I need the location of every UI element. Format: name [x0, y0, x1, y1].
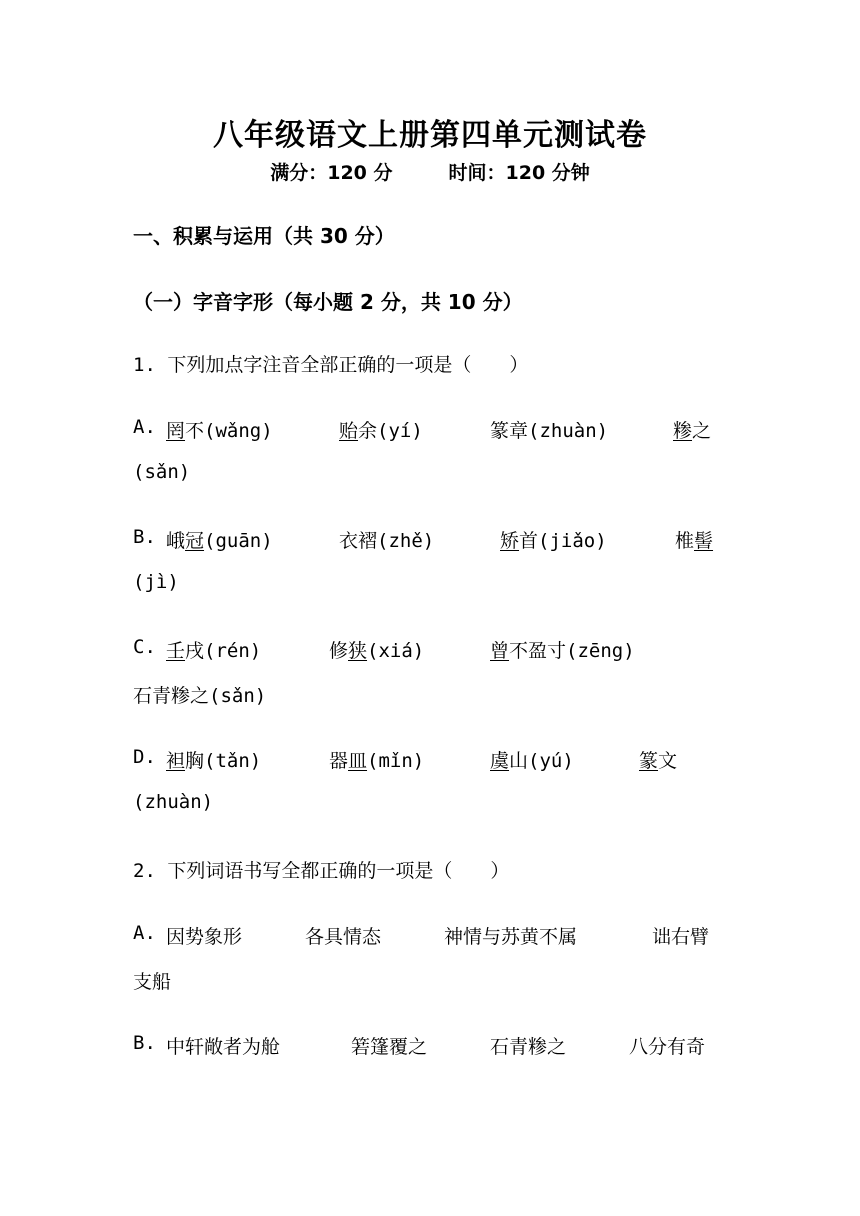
option-item: 因势象形 — [166, 926, 243, 948]
exam-info — [0, 158, 860, 185]
option-item: 贻余(yí) — [339, 420, 423, 442]
option-item: 袒胸(tǎn) — [166, 750, 262, 772]
option-item: 篆文 — [639, 750, 678, 772]
q2-option-a-wrap: 支船 — [133, 971, 172, 993]
option-item: 壬戌(rén) — [166, 640, 262, 662]
section-heading: 一、积累与运用（共 30 分） — [133, 224, 395, 248]
option-item: 八分有奇 — [629, 1036, 706, 1058]
option-item: 中轩敞者为舱 — [166, 1036, 281, 1058]
q1-option-d — [133, 746, 678, 772]
q1-option-a — [133, 416, 712, 442]
option-item: 罔不(wǎng) — [166, 420, 273, 442]
option-item: 箬篷覆之 — [351, 1036, 428, 1058]
q1-option-c-wrap: 石青糁之(sǎn) — [133, 685, 267, 707]
question-2-stem: 2. 下列词语书写全都正确的一项是（ ） — [133, 860, 510, 882]
option-item: 曾不盈寸(zēng) — [490, 640, 635, 662]
option-item: 各具情态 — [305, 926, 382, 948]
option-item: 石青糁之 — [490, 1036, 567, 1058]
option-label: C. — [133, 636, 156, 658]
option-item: 篆章(zhuàn) — [490, 420, 609, 442]
option-label: A. — [133, 416, 156, 438]
full-score: 满分：120 分 — [270, 162, 393, 184]
option-item: 修狭(xiá) — [329, 640, 425, 662]
option-label: B. — [133, 1032, 156, 1054]
option-item: 糁之 — [673, 420, 712, 442]
q1-option-b — [133, 526, 714, 552]
q2-option-b — [133, 1032, 706, 1058]
q1-option-d-wrap: (zhuàn) — [133, 791, 214, 813]
option-item: 峨冠(guān) — [166, 530, 273, 552]
option-item: 衣褶(zhě) — [339, 530, 435, 552]
option-item: 神情与苏黄不属 — [444, 926, 578, 948]
option-item: 矫首(jiǎo) — [500, 530, 607, 552]
option-item: 诎右臂 — [652, 926, 710, 948]
exam-time: 时间：120 分钟 — [448, 162, 590, 184]
option-item: 椎髻 — [675, 530, 714, 552]
q1-option-a-wrap: (sǎn) — [133, 461, 191, 483]
q1-option-c — [133, 636, 635, 662]
option-label: A. — [133, 922, 156, 944]
option-item: 器皿(mǐn) — [329, 750, 425, 772]
option-label: B. — [133, 526, 156, 548]
option-item: 虞山(yú) — [490, 750, 574, 772]
subsection-heading: （一）字音字形（每小题 2 分，共 10 分） — [133, 290, 523, 314]
q2-option-a — [133, 922, 710, 948]
option-label: D. — [133, 746, 156, 768]
question-1-stem: 1. 下列加点字注音全部正确的一项是（ ） — [133, 354, 529, 376]
page-title: 八年级语文上册第四单元测试卷 — [213, 118, 647, 153]
q1-option-b-wrap: (jì) — [133, 571, 179, 593]
